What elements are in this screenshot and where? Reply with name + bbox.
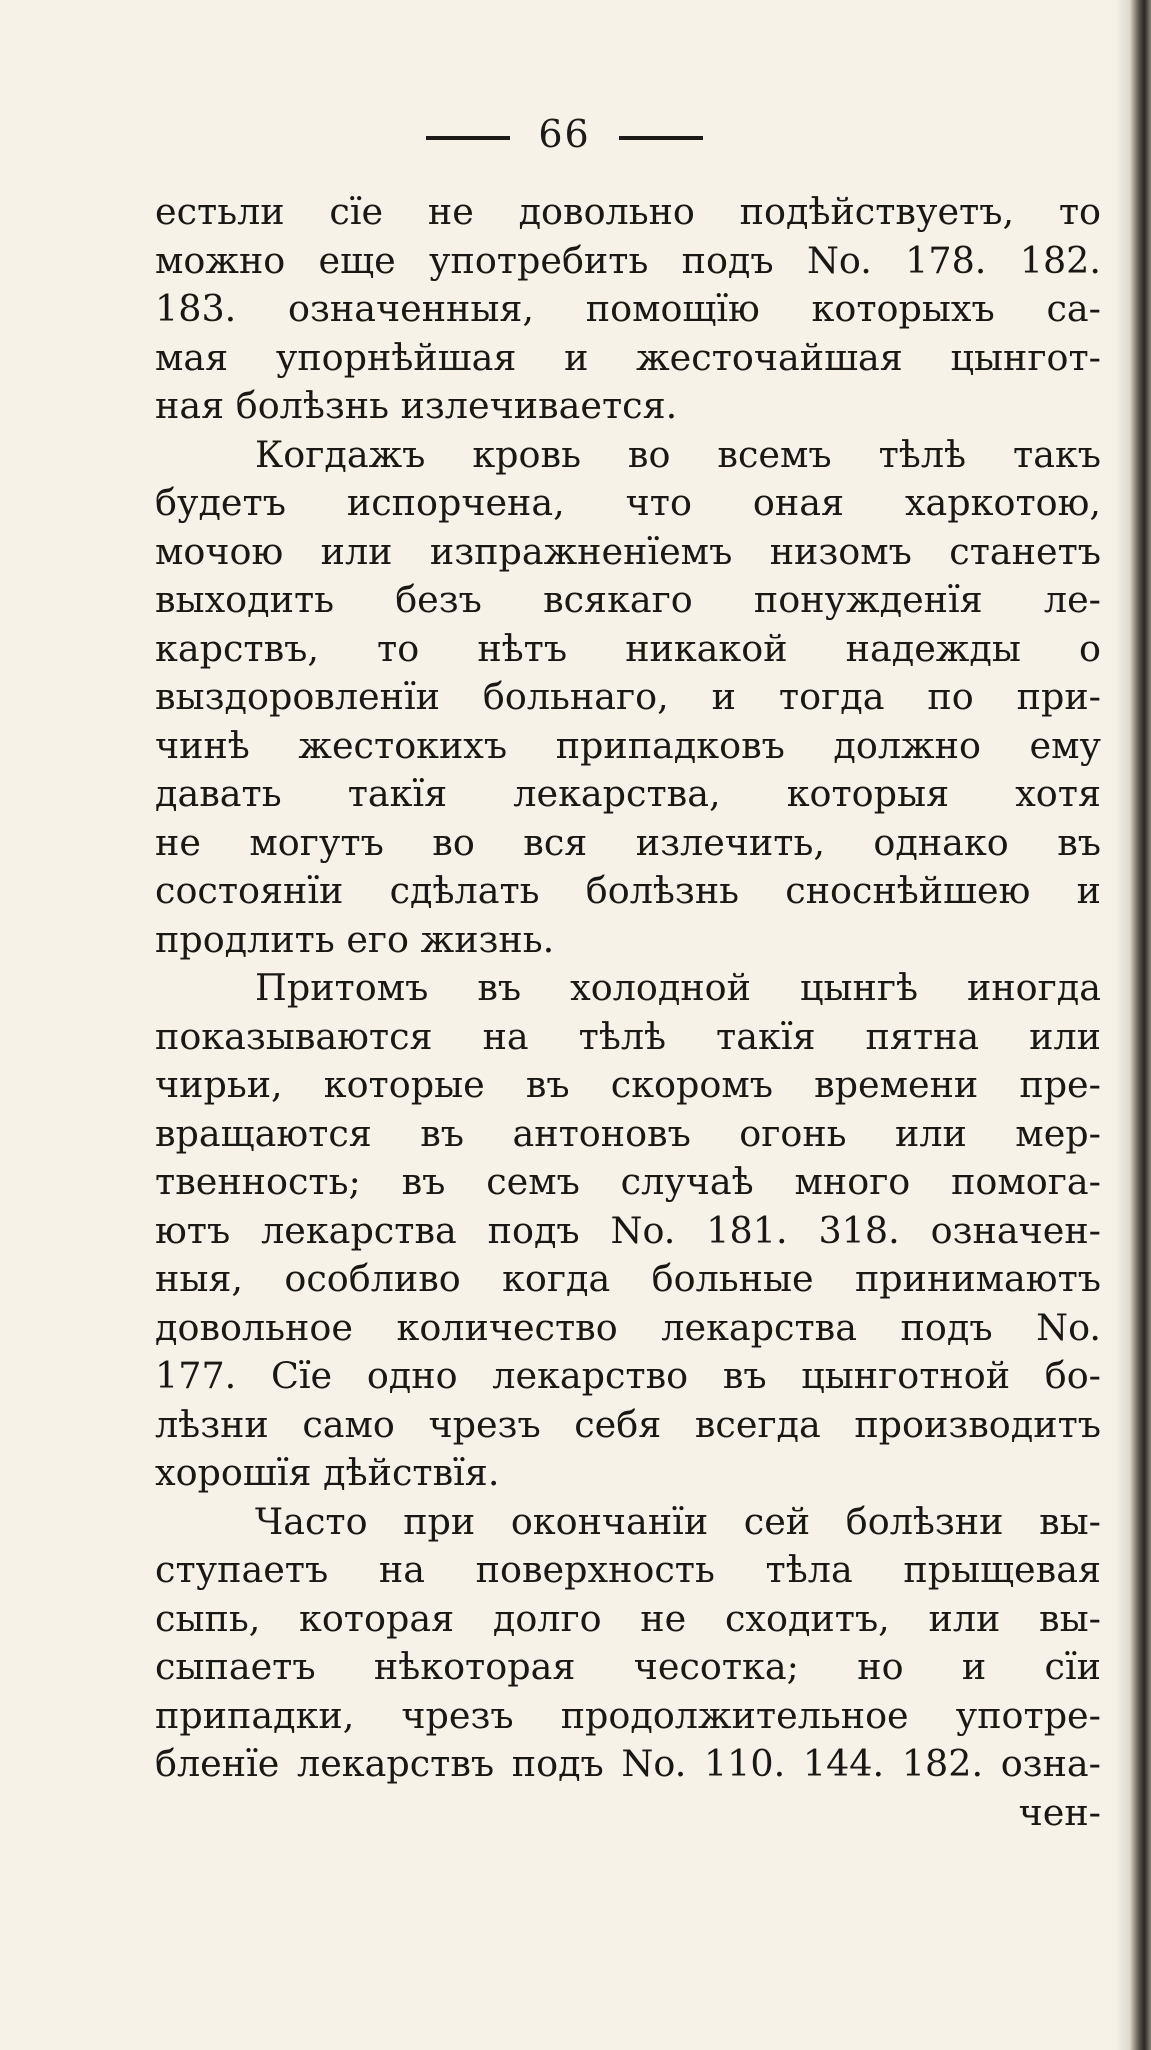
header-dash-right <box>619 136 703 140</box>
text-line: показываются на тѣлѣ такїя пятна или <box>155 1014 1101 1058</box>
text-line: естьли сїе не довольно подѣйствуетъ, то <box>155 190 1101 233</box>
text-line: 177. Сїе одно лекарство въ цынготной бо- <box>155 1354 1101 1397</box>
text-line: припадки, чрезъ продолжительное употре- <box>155 1693 1101 1737</box>
text-line: выходить безъ всякаго понужденїя ле- <box>155 578 1101 621</box>
text-line: ная болѣзнь излечивается. <box>155 384 678 427</box>
text-line: хорошїя дѣйствїя. <box>155 1451 500 1494</box>
text-line: ступаетъ на поверхность тѣла прыщевая <box>155 1548 1101 1591</box>
page-number: 66 <box>538 112 591 156</box>
text-line: будетъ испорчена, что оная харкотою, <box>155 481 1101 524</box>
text-line: не могутъ во вся излечить, однако въ <box>155 820 1101 864</box>
text-line: чинѣ жестокихъ припадковъ должно ему <box>155 723 1101 767</box>
header-dash-left <box>426 136 510 140</box>
text-line: бленїе лекарствъ подъ No. 110. 144. 182. озна- <box>155 1742 1101 1785</box>
body-text <box>155 188 1101 1837</box>
page-edge-shadow <box>1115 0 1129 2050</box>
text-line: можно еще употребить подъ No. 178. 182. <box>155 238 1101 282</box>
text-line: вращаются въ антоновъ огонь или мер- <box>155 1111 1101 1155</box>
catchword: чен- <box>1018 1790 1101 1834</box>
text-line: продлить его жизнь. <box>155 917 555 961</box>
text-line: давать такїя лекарства, которыя хотя <box>155 772 1101 815</box>
text-line: 183. означенныя, помощїю которыхъ са- <box>155 287 1101 330</box>
text-line: ютъ лекарства подъ No. 181. 318. означен- <box>155 1208 1101 1252</box>
text-line: ныя, особливо когда больные принимаютъ <box>155 1257 1101 1300</box>
text-line: Часто при окончанїи сей болѣзни вы- <box>255 1499 1101 1543</box>
text-line: карствъ, то нѣтъ никакой надежды о <box>155 626 1101 670</box>
text-line: чирьи, которые въ скоромъ времени пре- <box>155 1063 1101 1106</box>
text-line: мочою или изпражненїемъ низомъ станетъ <box>155 529 1101 573</box>
text-line: Притомъ въ холодной цынгѣ иногда <box>255 966 1101 1009</box>
page-header <box>0 112 1129 156</box>
text-line: довольное количество лекарства подъ No. <box>155 1305 1101 1349</box>
text-line: состоянїи сдѣлать болѣзнь сноснѣйшею и <box>155 869 1101 912</box>
text-line: выздоровленїи больнаго, и тогда по при- <box>155 675 1101 718</box>
text-line: Когдажъ кровь во всемъ тѣлѣ такъ <box>255 432 1101 476</box>
text-line: лѣзни само чрезъ себя всегда производитъ <box>155 1402 1101 1446</box>
page-edge <box>1129 0 1151 2050</box>
text-line: сыпаетъ нѣкоторая чесотка; но и сїи <box>155 1645 1101 1688</box>
text-line: твенность; въ семъ случаѣ много помога- <box>155 1160 1101 1203</box>
text-line: сыпь, которая долго не сходитъ, или вы- <box>155 1596 1101 1640</box>
text-line: мая упорнѣйшая и жесточайшая цынгот- <box>155 335 1101 379</box>
